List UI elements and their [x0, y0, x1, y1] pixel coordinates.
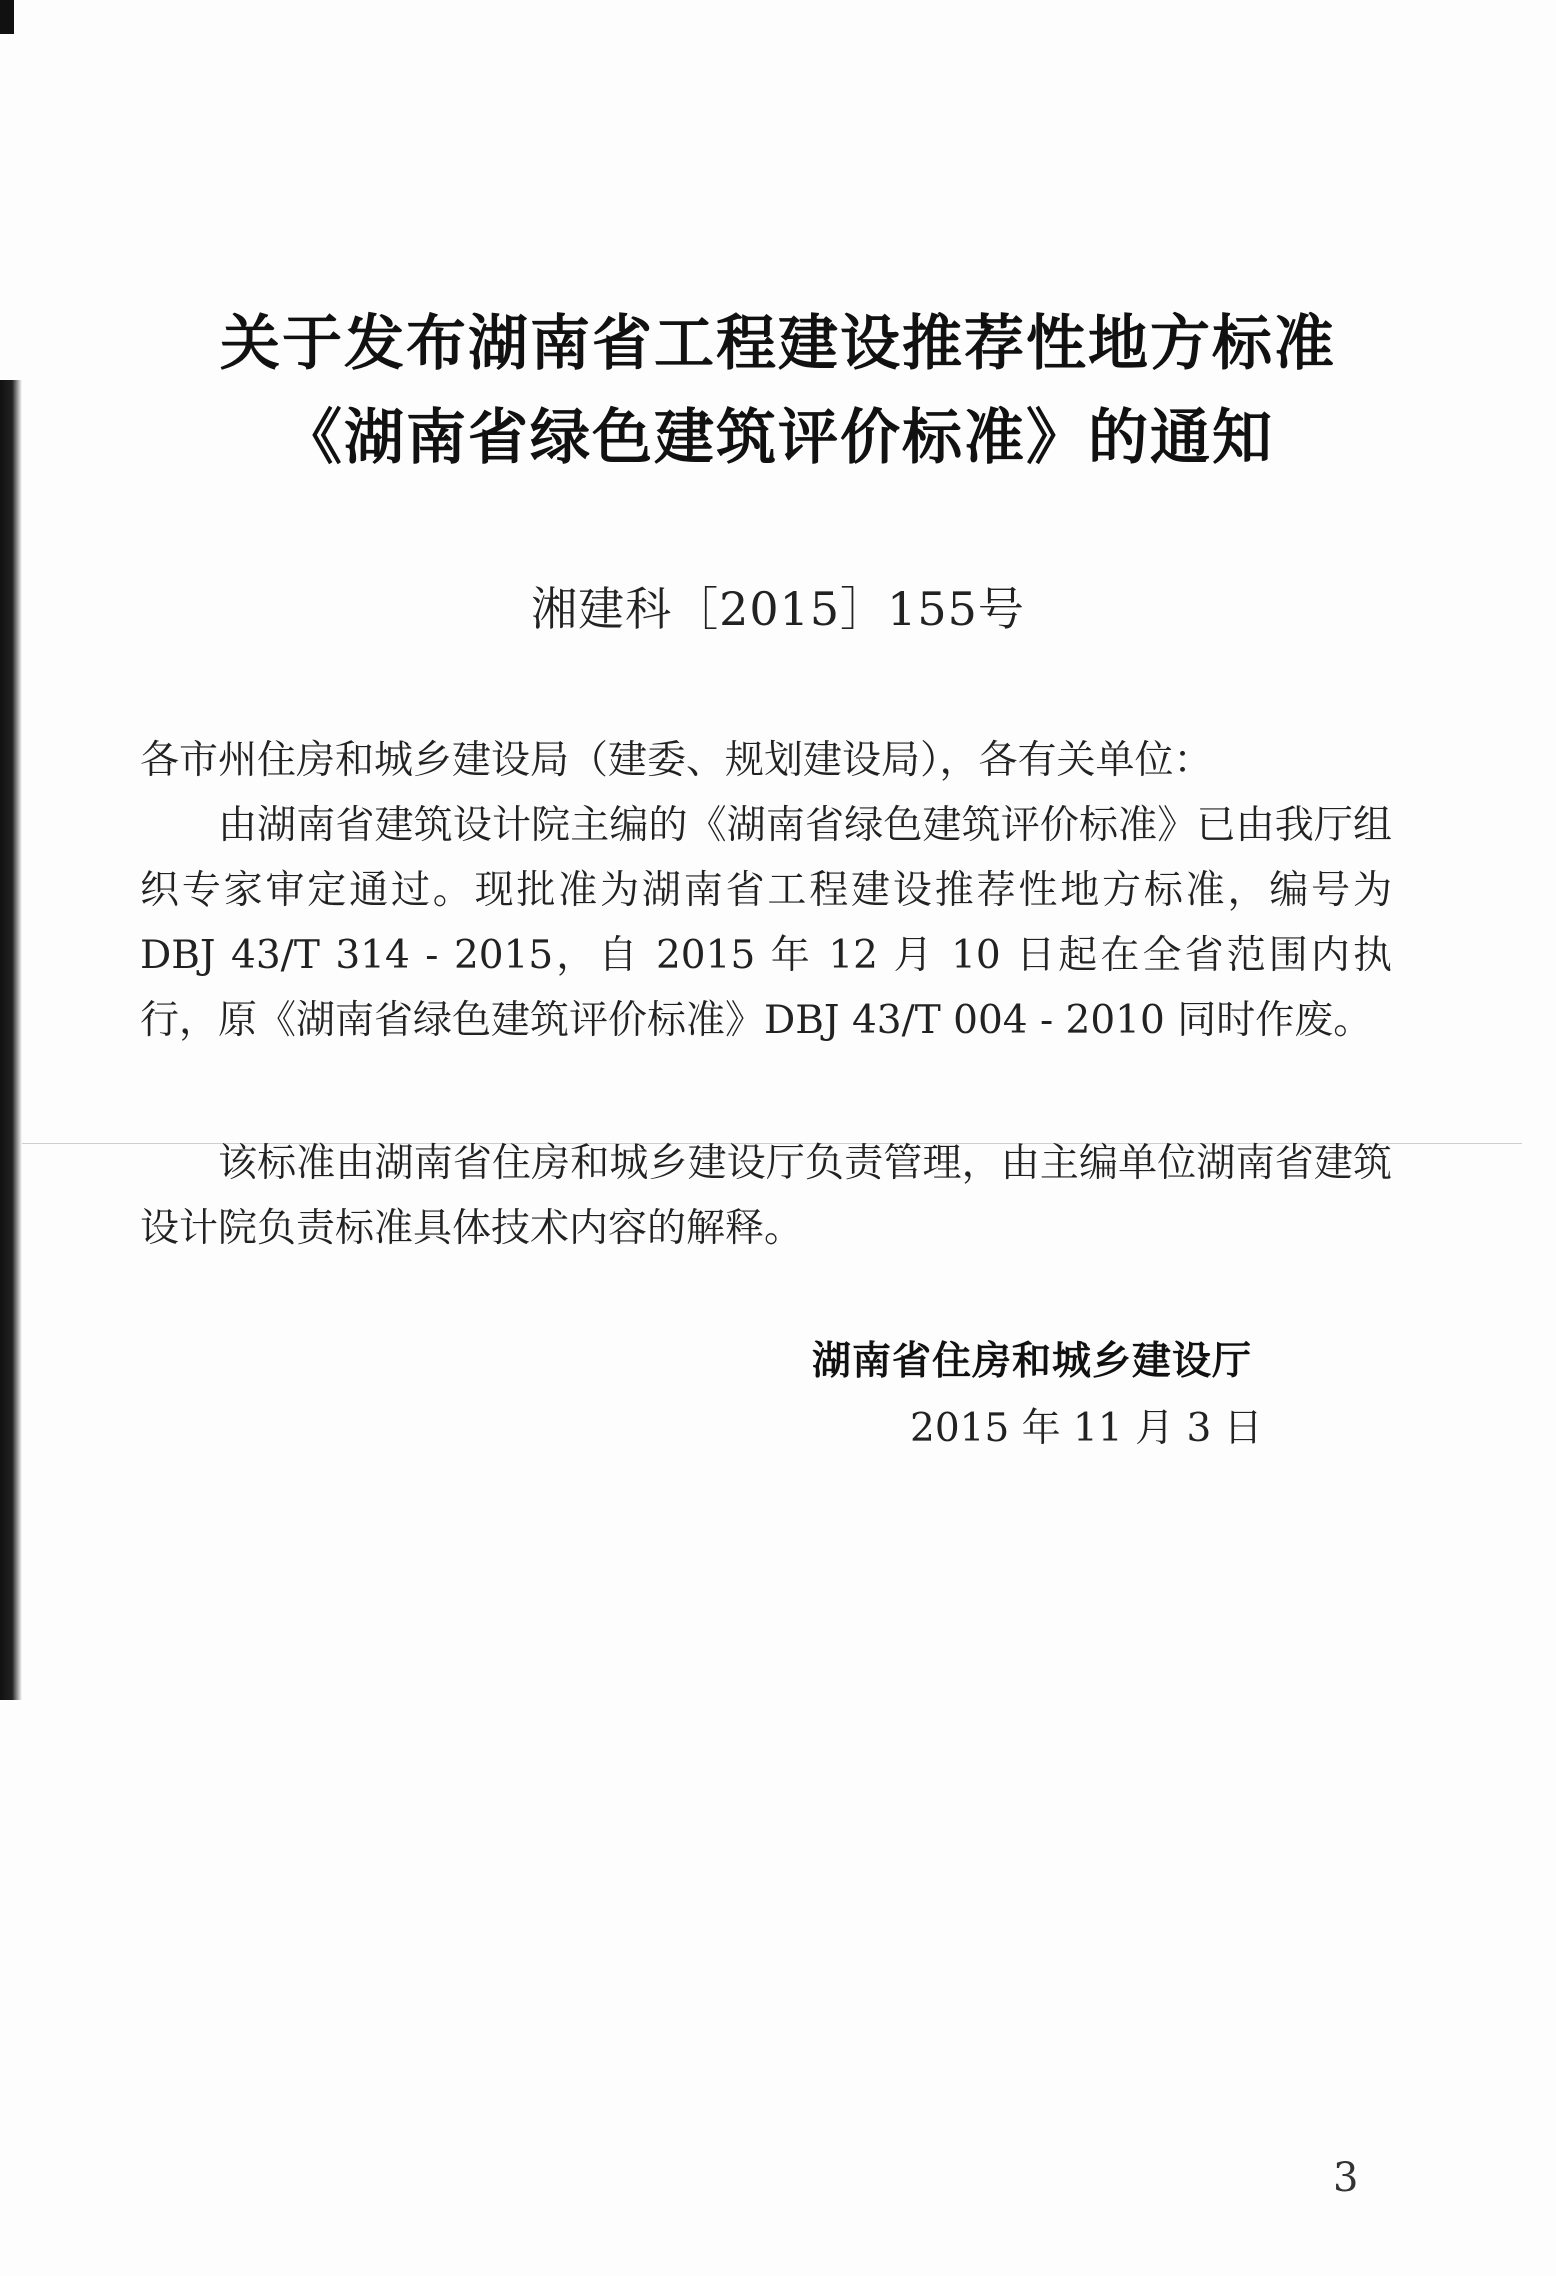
document-number: 湘建科［2015］155号 [531, 582, 1025, 636]
salutation: 各市州住房和城乡建设局（建委、规划建设局），各有关单位： [140, 738, 1213, 783]
body-paragraph-2: 该标准由湖南省住房和城乡建设厅负责管理，由主编单位湖南省建筑设计院负责标准具体技术内容的解释。 [140, 1141, 1392, 1251]
notice-title-line-1: 关于发布湖南省工程建设推荐性地方标准 [220, 309, 1336, 379]
page-number: 3 [1333, 2155, 1359, 2201]
notice-title-line-2: 《湖南省绿色建筑评价标准》的通知 [282, 403, 1274, 473]
signer: 湖南省住房和城乡建设厅 [812, 1339, 1253, 1384]
signing-date: 2015 年 11 月 3 日 [910, 1406, 1263, 1451]
scan-edge-top [0, 0, 14, 34]
body-paragraph-1: 由湖南省建筑设计院主编的《湖南省绿色建筑评价标准》已由我厅组织专家审定通过。现批准为湖南省工程建设推荐性地方标准，编号为 DBJ 43/T 314 - 2015，自 2015 年 12 月 10 日起在全省范围内执行，原《湖南省绿色建筑评价标准》DBJ 43/T 004 - 2010 同时作废。 [140, 803, 1392, 1043]
